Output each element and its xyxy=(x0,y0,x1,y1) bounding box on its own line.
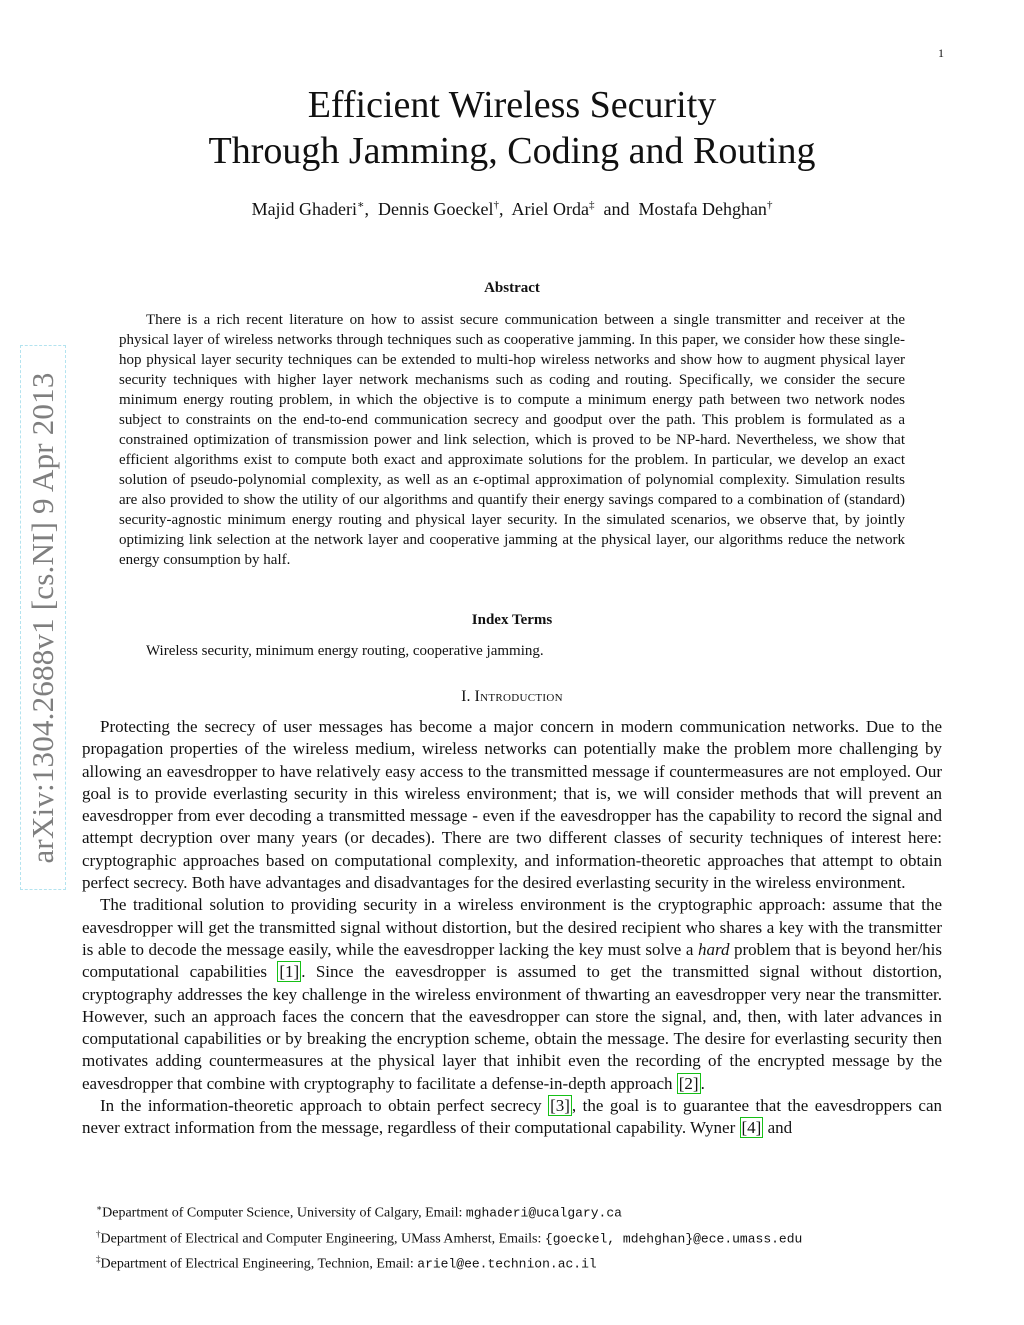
footnote-text: Department of Computer Science, University of Calgary, Email: xyxy=(102,1205,466,1221)
title-line-2: Through Jamming, Coding and Routing xyxy=(208,130,816,172)
title-line-1: Efficient Wireless Security xyxy=(307,84,717,126)
citation-link[interactable]: [1] xyxy=(279,962,300,982)
index-terms-heading: Index Terms xyxy=(471,612,553,628)
email-address: mghaderi@ucalgary.ca xyxy=(465,1205,622,1221)
text-run: The traditional solution to providing security in a wireless environment is the cryptographic approach: assume that the eavesdropper will get the transmitted signal without distortion, but the desired recipient who shares a key with the transmitter is able to decode the message easily, while the eavesdropper lacking the key must solve a xyxy=(82,895,942,959)
email-address: {goeckel, mdehghan}@ece.umass.edu xyxy=(544,1231,803,1247)
abstract-text: There is a rich recent literature on how to assist secure communication between a single transmitter and receiver at the physical layer of wireless networks through techniques such as cooperative jamming. In this paper, we consider how these single-hop physical layer security techniques can be extended to multi-hop wireless networks and show how to augment physical layer security techniques with higher layer network mechanisms such as coding and routing. Specifically, we consider the secure minimum energy routing problem, in which the objective is to compute a minimum energy path between two network nodes subject to constraints on the end-to-end communication secrecy and goodput over the path. This problem is formulated as a constrained optimization of transmission power and link selection, which is proved to be NP-hard. Nevertheless, we show that efficient algorithms exist to compute both exact and approximate solutions for the problem. In particular, we develop an exact solution of pseudo-polynomial complexity, as well as an ϵ-optimal approximation of polynomial complexity. Simulation results are also provided to show the utility of our algorithms and quantify their energy savings compared to a combination of (standard) security-agnostic minimum energy routing and physical layer security. In the simulated scenarios, we observe that, by jointly optimizing link selection at the network layer and cooperative jamming at the physical layer, our algorithms reduce the network energy consumption by half. xyxy=(119,312,905,568)
text-run: problem that is beyond her/his computational capabilities xyxy=(82,939,942,982)
author-sep: , xyxy=(498,199,512,219)
text-run: . xyxy=(700,1073,705,1093)
footnote-2 xyxy=(96,1224,802,1250)
email-address: ariel@ee.technion.ac.il xyxy=(417,1256,597,1272)
emphasis: hard xyxy=(697,939,730,959)
page-number: 1 xyxy=(938,46,944,60)
paragraph-2 xyxy=(82,894,942,1095)
section-heading xyxy=(0,688,1024,706)
citation-link[interactable]: [2] xyxy=(678,1073,699,1093)
footnote-mark: ∗ xyxy=(96,1203,103,1213)
footnote-mark: ‡ xyxy=(96,1254,101,1265)
citation-link[interactable]: [4] xyxy=(741,1118,762,1138)
citation-link[interactable]: [3] xyxy=(550,1096,570,1116)
author-sep: and xyxy=(594,199,639,219)
author-4-mark: † xyxy=(766,199,773,211)
author-1: Majid Ghaderi xyxy=(251,199,358,219)
footnote-mark: † xyxy=(96,1228,101,1239)
footnotes xyxy=(96,1198,802,1275)
index-terms-text: Wireless security, minimum energy routing, cooperative jamming. xyxy=(146,643,544,659)
text-run: and xyxy=(763,1118,793,1138)
text-run: . Since the eavesdropper is assumed to get the transmitted signal without distortion, cryptography addresses the key challenge in the wireless environment of thwarting an eavesdropper very near the transmitter. However, such an approach faces the concern that the eavesdropper can store the signal, and, then, with later advances in computational capabilities or by breaking the encryption scheme, obtain the message. The desire for everlasting security then motivates adding countermeasures at the physical layer that inhibit even the recording of the encrypted message by the eavesdropper that combine with cryptography to facilitate a defense-in-depth approach xyxy=(82,962,942,1093)
footnote-text: Department of Electrical and Computer Engineering, UMass Amherst, Emails: xyxy=(100,1231,545,1247)
arxiv-stamp-label: arXiv:1304.2688v1 [cs.NI] 9 Apr 2013 xyxy=(25,371,60,864)
text-run: , the goal is to guarantee that the eavesdroppers can never extract information from the message, regardless of their computational capability. Wyner xyxy=(82,1096,942,1138)
author-1-mark: ∗ xyxy=(357,199,365,211)
paragraph-1: Protecting the secrecy of user messages has become a major concern in modern communication networks. Due to the propagation properties of the wireless medium, wireless networks can potentially make the problem more challenging by allowing an eavesdropper to have relatively easy access to the transmitted message if countermeasures are not employed. Our goal is to provide everlasting security in this wireless environment; that is, we will consider methods that will prevent an eavesdropper from ever decoding a transmitted message - even if the eavesdropper has the capability to record the signal and attempt decryption over many years (or decades). There are two different classes of security techniques of interest here: cryptographic approaches based on computational complexity, and information-theoretic approaches that attempt to obtain perfect secrecy. Both have advantages and disadvantages for the desired everlasting security in the wireless environment. xyxy=(82,717,942,893)
author-4: Mostafa Dehghan xyxy=(638,199,767,219)
footnote-3 xyxy=(96,1249,802,1275)
author-3: Ariel Orda xyxy=(511,199,589,219)
section-number: I. xyxy=(461,688,475,705)
text-run: In the information-theoretic approach to obtain perfect secrecy xyxy=(100,1096,549,1116)
paragraph-3 xyxy=(82,1095,942,1140)
paper-title xyxy=(0,82,1024,174)
section-title: Introduction xyxy=(474,688,563,705)
body-text xyxy=(82,716,942,1140)
author-list xyxy=(0,198,1024,220)
footnote-1 xyxy=(96,1198,802,1224)
abstract-heading: Abstract xyxy=(484,280,540,296)
footnote-text: Department of Electrical Engineering, Technion, Email: xyxy=(100,1256,418,1272)
author-2: Dennis Goeckel xyxy=(378,199,494,219)
author-sep: , xyxy=(364,199,379,219)
author-3-mark: ‡ xyxy=(588,199,595,211)
author-2-mark: † xyxy=(493,199,499,211)
